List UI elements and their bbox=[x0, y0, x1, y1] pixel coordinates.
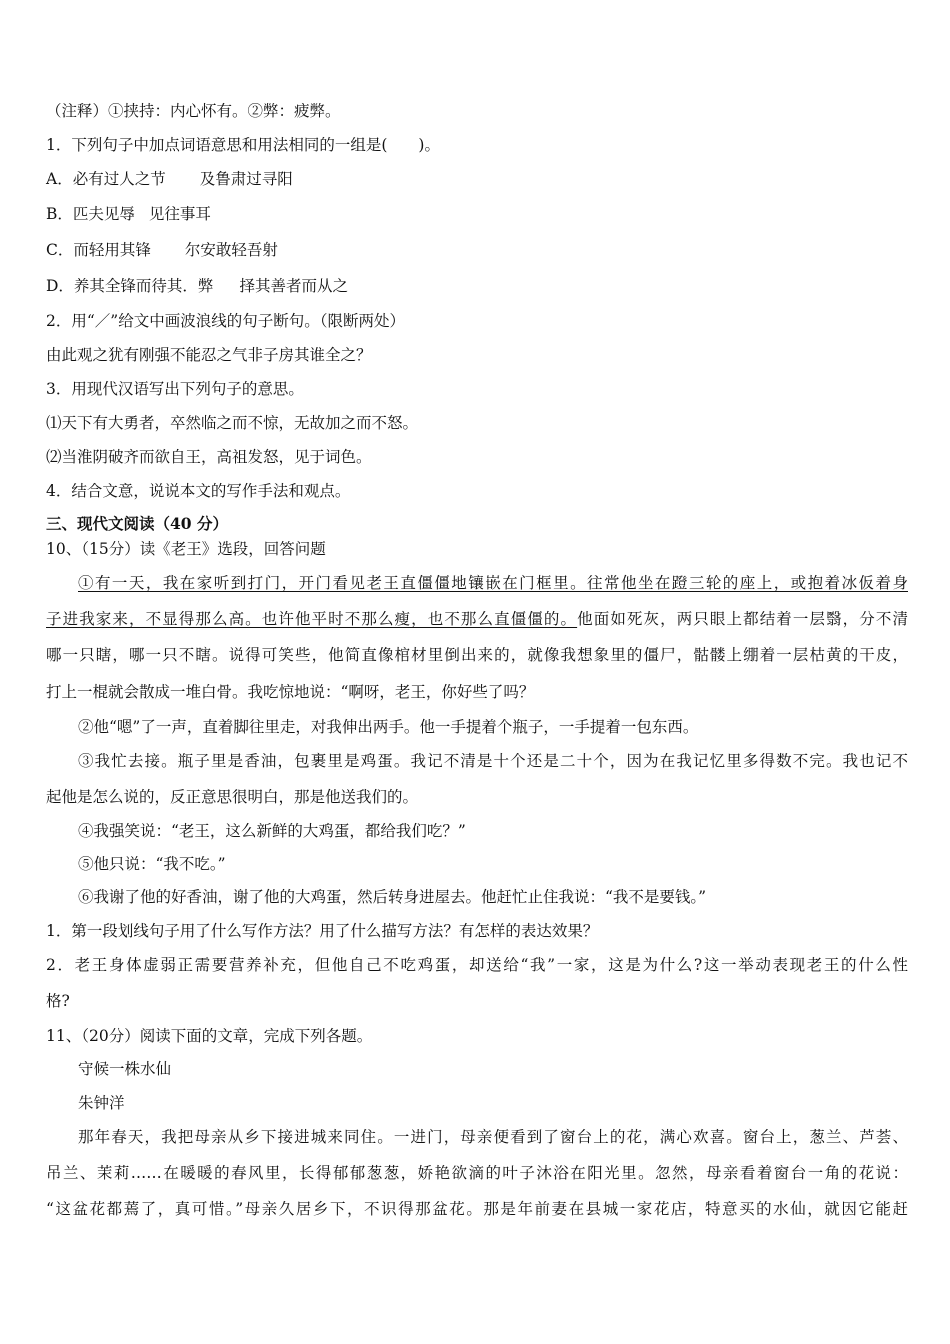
passage-p6: ⑥我谢了他的好香油，谢了他的大鸡蛋，然后转身进屋去。他赶忙止住我说：“我不是要钱。” bbox=[78, 888, 707, 906]
question-2-sentence: 由此观之犹有刚强不能忍之气非子房其谁全之？ bbox=[46, 346, 372, 364]
annotation: （注释）①挟持：内心怀有。②弊：疲弊。 bbox=[46, 102, 341, 120]
question-4: 4．结合文意，说说本文的写作手法和观点。 bbox=[46, 482, 351, 500]
passage-p4: ④我强笑说：“老王，这么新鲜的大鸡蛋，都给我们吃？” bbox=[78, 822, 466, 840]
option-b-left: B．匹夫见辱 bbox=[46, 205, 135, 223]
passage-p1-line3: 哪一只瞎，哪一只不瞎。说得可笑些，他简直像棺材里倒出来的，就像我想象里的僵尸，骷髅上绷着一层枯黄的干皮， bbox=[46, 646, 908, 664]
article-author: 朱钟洋 bbox=[78, 1094, 125, 1112]
passage-p1-line2 bbox=[46, 608, 908, 630]
section-heading: 三、现代文阅读（40 分） bbox=[46, 514, 228, 533]
passage-p3-line1: ③我忙去接。瓶子里是香油，包裹里是鸡蛋。我记不清是十个还是二十个，因为在我记忆里多得数不完。我也记不 bbox=[78, 752, 908, 770]
passage-p1-line2-rest: 他面如死灰，两只眼上都结着一层翳，分不清 bbox=[577, 610, 908, 628]
option-b bbox=[46, 203, 908, 225]
question-11-title: 11、（20分）阅读下面的文章，完成下列各题。 bbox=[46, 1027, 373, 1045]
option-a bbox=[46, 168, 908, 190]
question-10-2-line1: 2．老王身体虚弱正需要营养补充，但他自己不吃鸡蛋，却送给“我”一家，这是为什么?这一举动表现老王的什么性 bbox=[46, 956, 908, 974]
article-p1-line1: 那年春天，我把母亲从乡下接进城来同住。一进门，母亲便看到了窗台上的花，满心欢喜。窗台上，葱兰、芦荟、 bbox=[78, 1128, 908, 1146]
question-10-2-line2: 格? bbox=[46, 992, 70, 1010]
underlined-sentence-part1: ①有一天，我在家听到打门，开门看见老王直僵僵地镶嵌在门框里。往常他坐在蹬三轮的座上，或抱着冰仮着身 bbox=[78, 574, 908, 592]
option-c-right: 尔安敢轻吾射 bbox=[184, 241, 278, 259]
question-3: 3．用现代汉语写出下列句子的意思。 bbox=[46, 380, 304, 398]
passage-p1-line4: 打上一棍就会散成一堆白骨。我吃惊地说：“啊呀，老王，你好些了吗？ bbox=[46, 683, 535, 701]
option-c-left: C．而轻用其锋 bbox=[46, 241, 151, 259]
question-3-item-2: ⑵当淮阴破齐而欲自王，高祖发怒，见于词色。 bbox=[46, 448, 372, 466]
question-1: 1．下列句子中加点词语意思和用法相同的一组是( )。 bbox=[46, 136, 440, 154]
question-10-title: 10、（15分）读《老王》选段，回答问题 bbox=[46, 540, 326, 558]
article-p1-line2: 吊兰、茉莉……在暖暖的春风里，长得郁郁葱葱，娇艳欲滴的叶子沐浴在阳光里。忽然，母亲看着窗台一角的花说： bbox=[46, 1164, 908, 1182]
passage-p1-line1 bbox=[78, 572, 908, 594]
option-d bbox=[46, 275, 908, 297]
question-3-item-1: ⑴天下有大勇者，卒然临之而不惊，无故加之而不怒。 bbox=[46, 414, 419, 432]
passage-p5: ⑤他只说：“我不吃。” bbox=[78, 855, 226, 873]
passage-p3-line2: 起他是怎么说的，反正意思很明白，那是他送我们的。 bbox=[46, 788, 419, 806]
passage-p2: ②他“嗯”了一声，直着脚往里走，对我伸出两手。他一手提着个瓶子，一手提着一包东西。 bbox=[78, 718, 699, 736]
option-c bbox=[46, 239, 908, 261]
question-2: 2．用“／”给文中画波浪线的句子断句。（限断两处） bbox=[46, 312, 405, 330]
option-d-right: 择其善者而从之 bbox=[239, 277, 348, 295]
option-a-right: 及鲁肃过寻阳 bbox=[199, 170, 293, 188]
question-10-1: 1．第一段划线句子用了什么写作方法？用了什么描写方法？有怎样的表达效果？ bbox=[46, 922, 599, 940]
article-title: 守候一株水仙 bbox=[78, 1060, 172, 1078]
option-a-left: A．必有过人之节 bbox=[46, 170, 166, 188]
article-p1-line3: “这盆花都蔫了，真可惜。”母亲久居乡下，不识得那盆花。那是年前妻在县城一家花店，特意买的水仙，就因它能赶 bbox=[46, 1200, 908, 1218]
option-b-right: 见往事耳 bbox=[148, 205, 211, 223]
underlined-sentence-part2: 子进我家来，不显得那么高。也许他平时不那么瘦，也不那么直僵僵的。 bbox=[46, 610, 578, 628]
option-d-left: D．养其全锋而待其．弊 bbox=[46, 277, 214, 295]
